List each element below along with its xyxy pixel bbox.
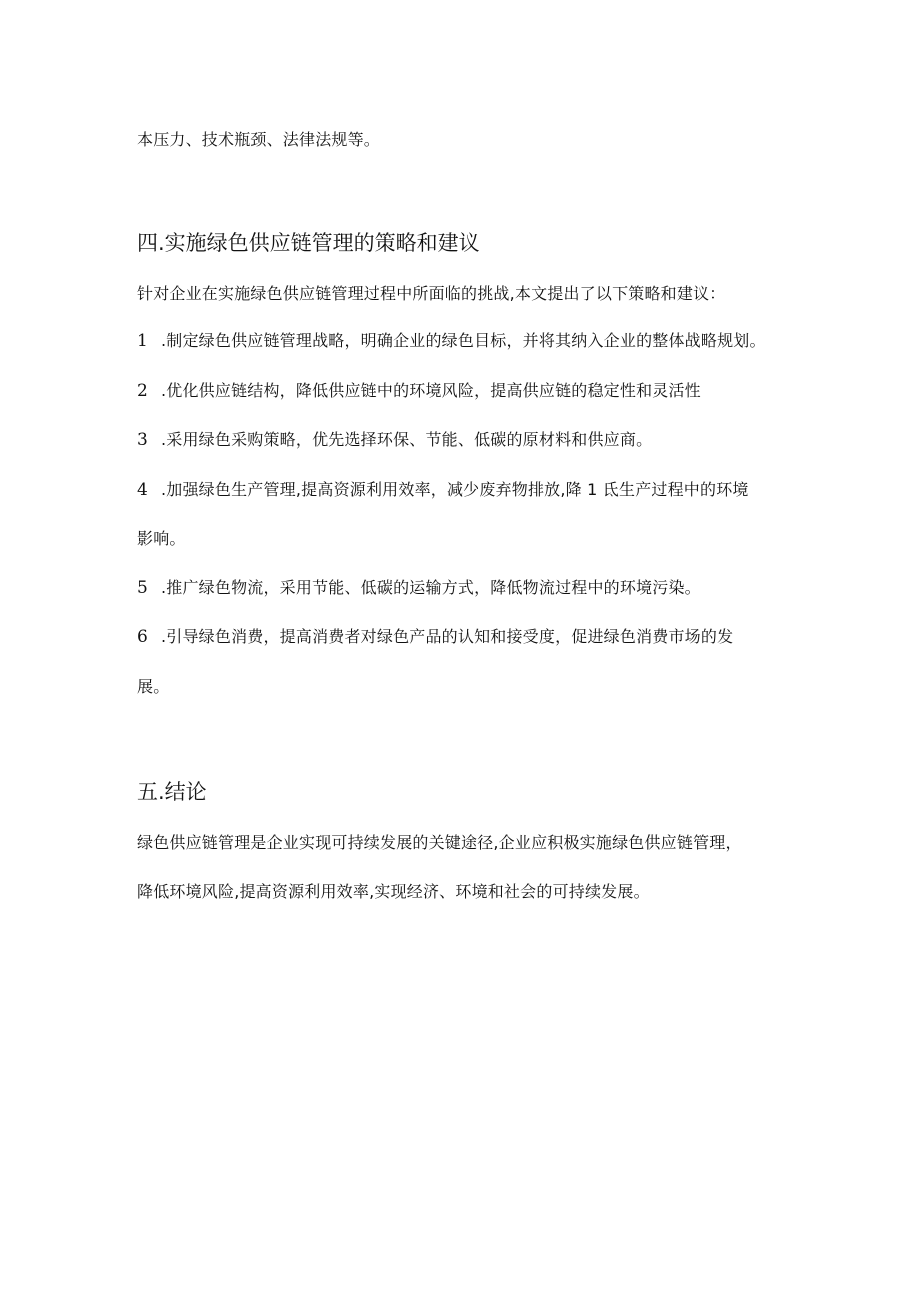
list-item-text: .优化供应链结构，降低供应链中的环境风险，提高供应链的稳定性和灵活性 <box>161 381 701 400</box>
list-item-4 <box>137 480 749 500</box>
list-item-text: .推广绿色物流，采用节能、低碳的运输方式，降低物流过程中的环境污染。 <box>161 578 701 597</box>
intro-tail-text: 本压力、技术瓶颈、法律法规等。 <box>137 130 381 149</box>
list-item-6 <box>137 627 733 647</box>
list-number: 2 <box>137 381 149 401</box>
list-number: 4 <box>137 480 149 500</box>
section-4-lead: 针对企业在实施绿色供应链管理过程中所面临的挑战,本文提出了以下策略和建议： <box>137 284 726 303</box>
section-4-heading: 四.实施绿色供应链管理的策略和建议 <box>137 231 480 255</box>
list-number: 1 <box>137 331 149 351</box>
conclusion-line-2: 降低环境风险,提高资源利用效率,实现经济、环境和社会的可持续发展。 <box>137 882 650 901</box>
list-item-2 <box>137 381 701 401</box>
list-item-text: .采用绿色采购策略，优先选择环保、节能、低碳的原材料和供应商。 <box>161 430 653 449</box>
list-item-text: .制定绿色供应链管理战略，明确企业的绿色目标，并将其纳入企业的整体战略规划。 <box>161 331 766 350</box>
list-number: 3 <box>137 430 149 450</box>
list-item-1 <box>137 331 766 351</box>
list-number: 6 <box>137 627 149 647</box>
list-item-5 <box>137 578 701 598</box>
list-item-3 <box>137 430 652 450</box>
section-5-heading: 五.结论 <box>137 780 207 804</box>
list-item-4-continuation: 影响。 <box>137 529 186 548</box>
list-item-text: .引导绿色消费，提高消费者对绿色产品的认知和接受度，促进绿色消费市场的发 <box>161 627 734 646</box>
list-item-text: .加强绿色生产管理,提高资源利用效率，减少废弃物排放,降 1 氐生产过程中的环境 <box>161 480 749 499</box>
list-number: 5 <box>137 578 149 598</box>
conclusion-line-1: 绿色供应链管理是企业实现可持续发展的关键途径,企业应积极实施绿色供应链管理， <box>137 833 742 852</box>
list-item-6-continuation: 展。 <box>137 677 170 696</box>
